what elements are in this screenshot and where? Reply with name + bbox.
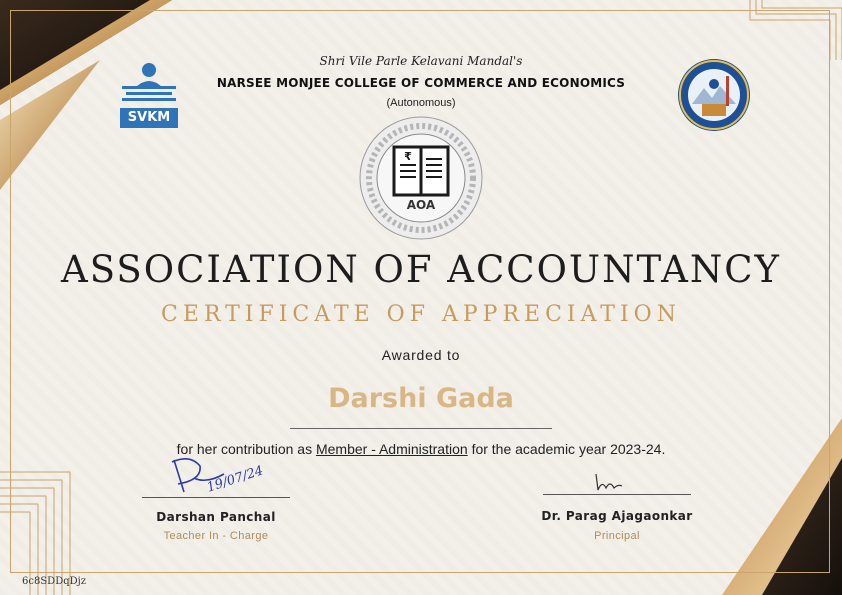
- association-title: ASSOCIATION OF ACCOUNTANCY: [61, 248, 781, 291]
- teacher-signature-line: [142, 497, 290, 498]
- recipient-underline: [290, 428, 552, 429]
- contribution-suffix: for the academic year 2023-24.: [471, 441, 666, 457]
- teacher-role: Teacher In - Charge: [163, 530, 269, 542]
- autonomous-status: (Autonomous): [386, 97, 456, 109]
- aoa-emblem-text: AOA: [406, 198, 436, 212]
- principal-signature: [592, 468, 626, 496]
- recipient-name: Darshi Gada: [328, 383, 514, 414]
- principal-name: Dr. Parag Ajagaonkar: [541, 509, 693, 523]
- aoa-emblem-logo: [358, 115, 484, 241]
- signature-date: 19/07/24: [205, 463, 266, 496]
- awarded-to-label: Awarded to: [381, 347, 461, 363]
- principal-role: Principal: [594, 530, 640, 542]
- contribution-prefix: for her contribution as: [176, 441, 313, 457]
- member-role: Member - Administration: [315, 441, 468, 457]
- certificate-subtitle: CERTIFICATE OF APPRECIATION: [161, 302, 681, 327]
- college-name: NARSEE MONJEE COLLEGE OF COMMERCE AND ECONOMICS: [216, 76, 626, 90]
- teacher-name: Darshan Panchal: [156, 510, 276, 524]
- svkm-logo: [118, 58, 180, 130]
- svkm-logo-text: SVKM: [127, 110, 171, 125]
- verification-code: 6c8SDDqDjz: [22, 576, 86, 587]
- svg-text:₹: ₹: [404, 150, 412, 163]
- contribution-statement: [0, 441, 842, 457]
- principal-signature-line: [543, 494, 691, 495]
- mandal-name: Shri Vile Parle Kelavani Mandal's: [319, 54, 523, 68]
